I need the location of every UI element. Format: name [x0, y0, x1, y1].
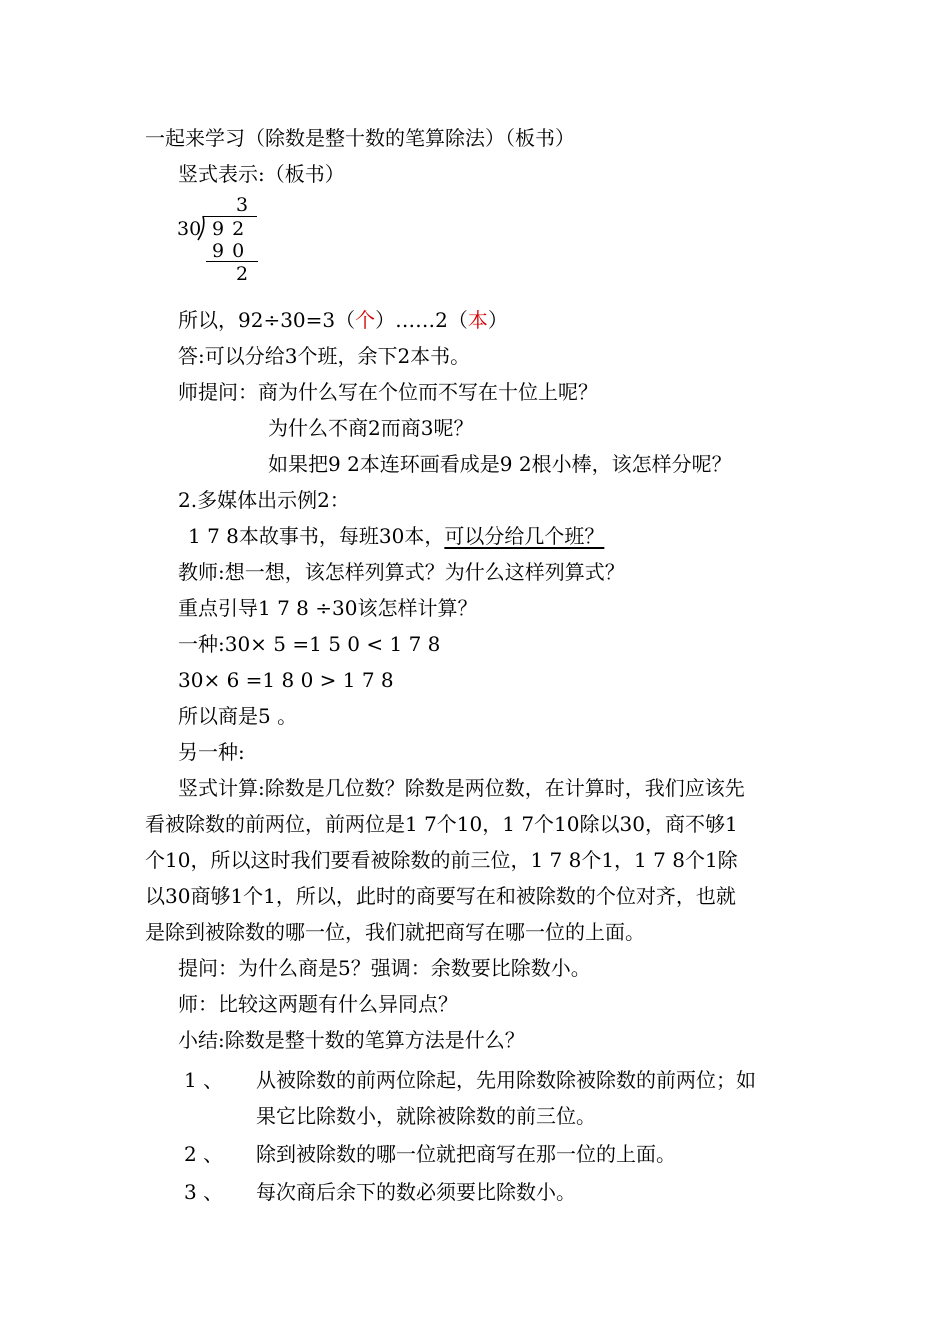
example2-text: [188, 524, 604, 548]
summary-line: 从被除数的前两位除起，先用除数除被除数的前两位；如: [256, 1068, 756, 1092]
result-line: [178, 308, 508, 332]
ld-product: 9 0: [212, 240, 246, 262]
answer-text: 答:可以分给3个班，余下2本书。: [178, 344, 471, 368]
method-one-check: 30× 6 =1 8 0 > 1 7 8: [178, 668, 394, 692]
teacher-question-1: 师提问：商为什么写在个位而不写在十位上呢？: [178, 380, 598, 404]
vertical-form-title: 竖式表示:（板书）: [178, 162, 345, 186]
lesson-heading: 一起来学习（除数是整十数的笔算除法）（板书）: [145, 126, 575, 150]
another-method: 另一种:: [178, 740, 245, 764]
summary-number: 3 、: [184, 1180, 224, 1204]
summary-title: 小结:除数是整十数的笔算方法是什么？: [178, 1028, 525, 1052]
paragraph-line: 个10，所以这时我们要看被除数的前三位，1 7 8个1，1 7 8个1除: [145, 848, 738, 872]
teacher-question-3: 如果把9 2本连环画看成是9 2根小棒，该怎样分呢？: [268, 452, 732, 476]
ld-bracket: [196, 215, 206, 241]
summary-line: 果它比除数小，就除被除数的前三位。: [256, 1104, 596, 1128]
ld-top-bar: [203, 216, 257, 217]
quotient-conclusion: 所以商是5 。: [178, 704, 298, 728]
ld-remainder: 2: [236, 263, 249, 285]
ask-text: 提问：为什么商是5？强调：余数要比除数小。: [178, 956, 591, 980]
result-suffix: ）: [487, 308, 508, 332]
result-prefix: 所以，92÷30=3（: [178, 308, 356, 332]
paragraph-line: 以30商够1个1，所以，此时的商要写在和被除数的个位对齐，也就: [145, 884, 736, 908]
paragraph-line: 是除到被除数的哪一位，我们就把商写在哪一位的上面。: [145, 920, 645, 944]
example2-question: 可以分给几个班？: [444, 524, 605, 548]
paragraph-line: 竖式计算:除数是几位数？除数是两位数，在计算时，我们应该先: [178, 776, 745, 800]
summary-number: 2 、: [184, 1142, 224, 1166]
ld-dividend: 9 2: [212, 218, 246, 240]
summary-line: 除到被除数的哪一位就把商写在那一位的上面。: [256, 1142, 676, 1166]
result-unit-ge: 个: [355, 308, 376, 332]
summary-number: 1 、: [184, 1068, 224, 1092]
teacher-question-2: 为什么不商2而商3呢？: [268, 416, 474, 440]
summary-line: 每次商后余下的数必须要比除数小。: [256, 1180, 576, 1204]
ld-quotient: 3: [236, 194, 249, 216]
ld-bottom-bar: [206, 261, 258, 262]
guide-text: 重点引导1 7 8 ÷30该怎样计算？: [178, 596, 478, 620]
ld-divisor: 30: [177, 218, 202, 240]
compare-text: 师：比较这两题有什么异同点？: [178, 992, 458, 1016]
result-mid: ）……2（: [375, 308, 468, 332]
teacher-think: 教师:想一想，该怎样列算式？为什么这样列算式？: [178, 560, 625, 584]
paragraph-line: 看被除数的前两位，前两位是1 7个10，1 7个10除以30，商不够1: [145, 812, 738, 836]
example2-title: 2.多媒体出示例2：: [178, 488, 350, 512]
example2-statement: 1 7 8本故事书，每班30本，: [188, 524, 445, 548]
result-unit-ben: 本: [467, 308, 488, 332]
method-one: 一种:30× 5 =1 5 0 < 1 7 8: [178, 632, 441, 656]
